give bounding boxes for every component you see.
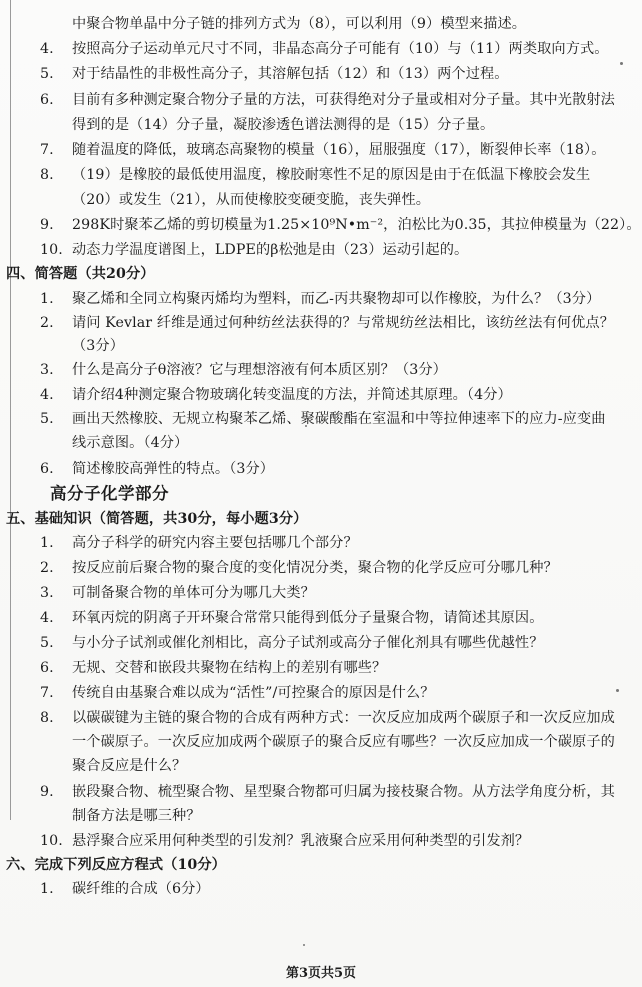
question-text: 环氧丙烷的阴离子开环聚合常常只能得到低分子量聚合物，请简述其原因。 [72, 610, 544, 626]
question-text: 得到的是（14）分子量，凝胶渗透色谱法测得的是（15）分子量。 [72, 117, 495, 133]
question-text: 嵌段聚合物、梳型聚合物、星型聚合物都可归属为接枝聚合物。从方法学角度分析，其 [72, 784, 615, 800]
question-number: 8. [40, 710, 54, 726]
question-number: 5. [40, 411, 54, 427]
question-text: 画出天然橡胶、无规立构聚苯乙烯、聚碳酸酯在室温和中等拉伸速率下的应力-应变曲 [72, 411, 606, 427]
question-text: 随着温度的降低，玻璃态高聚物的模量（16），屈服强度（17），断裂伸长率（18）。 [72, 142, 606, 158]
question-number: 3. [40, 362, 54, 378]
question-number: 4. [40, 41, 54, 57]
section-heading: 四、简答题（共20分） [6, 266, 155, 282]
question-number: 5. [40, 635, 54, 651]
question-text: 传统自由基聚合难以成为“活性”/可控聚合的原因是什么？ [72, 685, 435, 701]
question-text: 动态力学温度谱图上，LDPE的β松弛是由（23）运动引起的。 [72, 242, 469, 258]
question-text: 以碳碳键为主链的聚合物的合成有两种方式：一次反应加成两个碳原子和一次反应加成 [72, 710, 615, 726]
question-number: 4. [40, 610, 54, 626]
question-text: 悬浮聚合应采用何种类型的引发剂？乳液聚合应采用何种类型的引发剂？ [72, 833, 530, 849]
question-number: 9. [40, 217, 54, 233]
question-number: 8. [40, 167, 54, 183]
question-number: 6. [40, 660, 54, 676]
question-text: 与小分子试剂或催化剂相比，高分子试剂或高分子催化剂具有哪些优越性？ [72, 635, 544, 651]
question-text: 无规、交替和嵌段共聚物在结构上的差别有哪些？ [72, 660, 387, 676]
question-number: 3. [40, 585, 54, 601]
question-text: 一个碳原子。一次反应加成两个碳原子的聚合反应有哪些？一次反应加成一个碳原子的 [72, 734, 615, 750]
question-number: 2. [40, 560, 54, 576]
question-number: 7. [40, 142, 54, 158]
question-number: 1. [40, 291, 54, 307]
question-number: 6. [40, 461, 54, 477]
question-text: 可制备聚合物的单体可分为哪几大类？ [72, 585, 315, 601]
question-text: 按照高分子运动单元尺寸不同，非晶态高分子可能有（10）与（11）两类取向方式。 [72, 41, 609, 57]
question-number: 7. [40, 685, 54, 701]
question-text: 聚合反应是什么？ [72, 758, 187, 774]
question-number: 6. [40, 92, 54, 108]
scan-speck [620, 62, 623, 65]
question-number: 1. [40, 535, 54, 551]
scan-speck [303, 944, 305, 946]
question-number: 9. [40, 784, 54, 800]
question-number: 10. [40, 833, 63, 849]
question-text: 什么是高分子θ溶液？它与理想溶液有何本质区别？（3分） [72, 362, 447, 378]
page-left-border [10, 0, 11, 820]
question-text: 简述橡胶高弹性的特点。（3分） [72, 461, 275, 477]
question-text: 请问 Kevlar 纤维是通过何种纺丝法获得的？与常规纺丝法相比，该纺丝法有何优点？ [72, 315, 615, 331]
question-text: 聚乙烯和全同立构聚丙烯均为塑料，而乙-丙共聚物却可以作橡胶，为什么？（3分） [72, 291, 601, 307]
question-text: 制备方法是哪三种？ [72, 808, 201, 824]
section-heading: 五、基础知识（简答题，共30分，每小题3分） [6, 511, 308, 527]
question-text: （19）是橡胶的最低使用温度，橡胶耐寒性不足的原因是由于在低温下橡胶会发生 [72, 167, 591, 183]
question-text: （3分） [72, 338, 124, 354]
section-heading: 六、完成下列反应方程式（10分） [6, 857, 226, 873]
part-title: 高分子化学部分 [50, 484, 169, 503]
scan-speck [616, 689, 619, 692]
question-text: 按反应前后聚合物的聚合度的变化情况分类，聚合物的化学反应可分哪几种？ [72, 560, 558, 576]
question-text: 目前有多种测定聚合物分子量的方法，可获得绝对分子量或相对分子量。其中光散射法 [72, 92, 615, 108]
question-number: 2. [40, 315, 54, 331]
question-text: 高分子科学的研究内容主要包括哪几个部分？ [72, 535, 358, 551]
question-number: 5. [40, 66, 54, 82]
question-number: 4. [40, 387, 54, 403]
question-text: 对于结晶性的非极性高分子，其溶解包括（12）和（13）两个过程。 [72, 66, 509, 82]
question-text: （20）或发生（21），从而使橡胶变硬变脆，丧失弹性。 [72, 192, 431, 208]
question-text: 线示意图。（4分） [72, 435, 189, 451]
question-text: 298K时聚苯乙烯的剪切模量为1.25×10⁹N•m⁻²，泊松比为0.35，其拉伸模量为（22）。 [72, 217, 641, 233]
question-number: 1. [40, 881, 54, 897]
question-number: 10. [40, 242, 63, 258]
question-text: 碳纤维的合成（6分） [72, 881, 210, 897]
page-footer: 第3页共5页 [285, 966, 357, 981]
question-text: 中聚合物单晶中分子链的排列方式为（8），可以利用（9）模型来描述。 [72, 16, 527, 32]
question-text: 请介绍4种测定聚合物玻璃化转变温度的方法，并简述其原理。（4分） [72, 387, 512, 403]
